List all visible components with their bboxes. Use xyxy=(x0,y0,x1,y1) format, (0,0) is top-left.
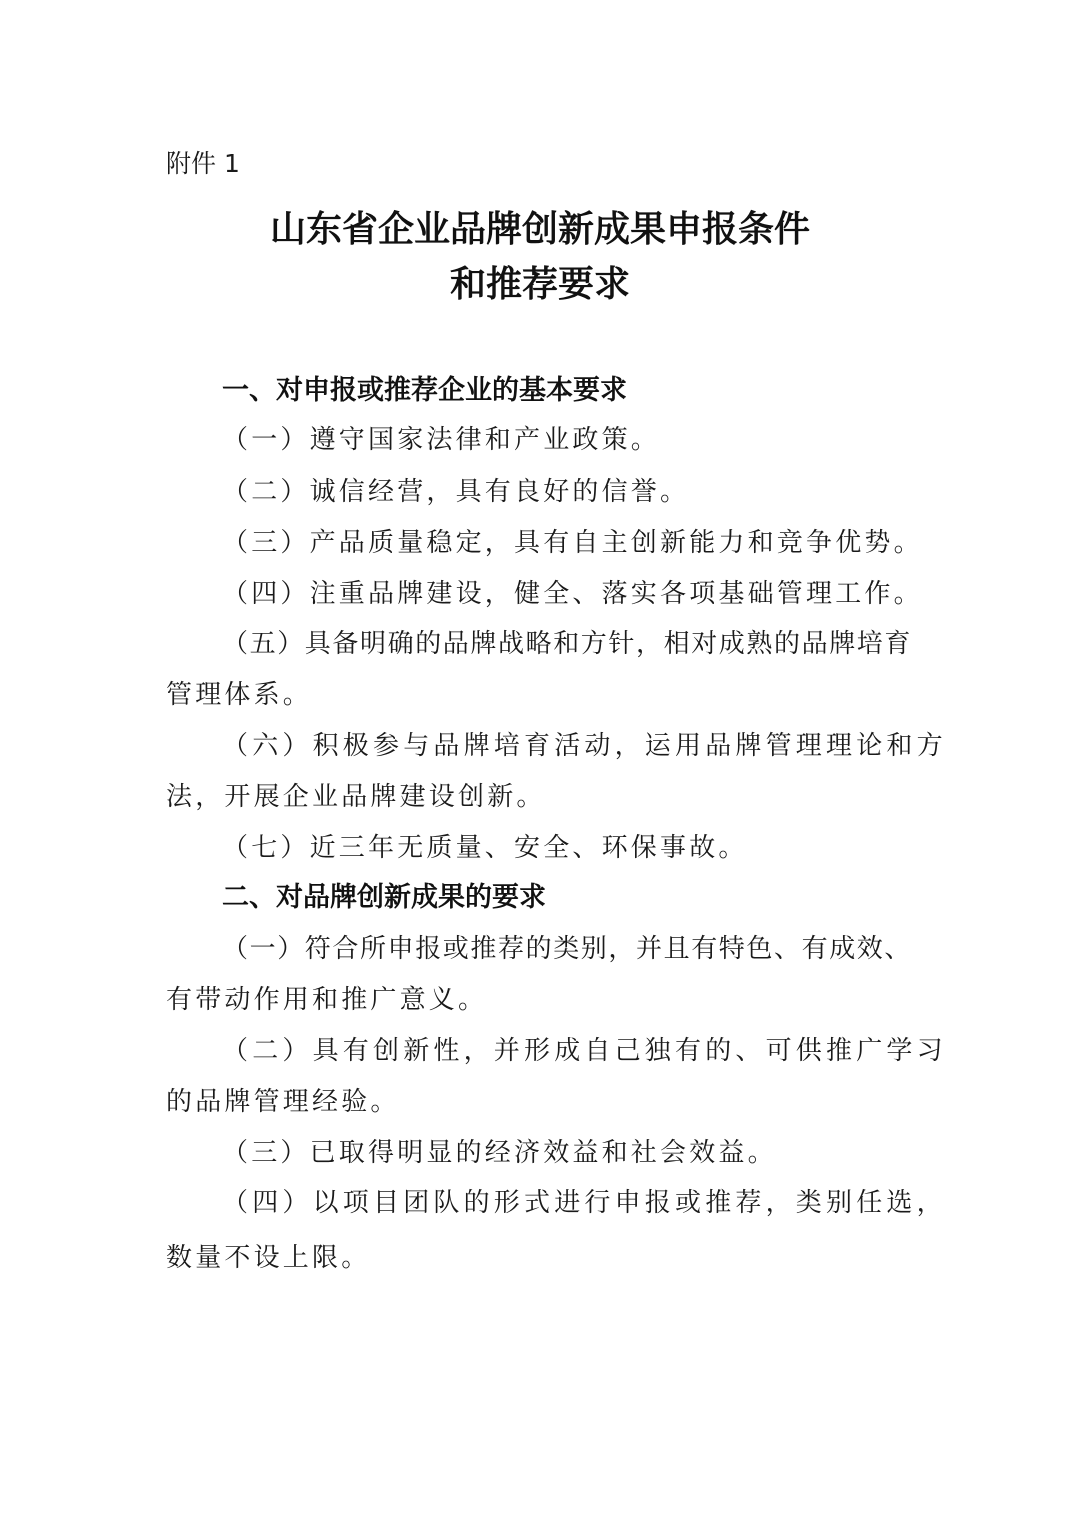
section-2-item-1-line-2: 有带动作用和推广意义。 xyxy=(166,985,488,1015)
section-1-heading: 一、对申报或推荐企业的基本要求 xyxy=(222,375,627,406)
section-2-item-1-line-1: （一）符合所申报或推荐的类别，并且有特色、有成效、 xyxy=(222,934,913,964)
section-1-item-6-line-1: （六）积极参与品牌培育活动，运用品牌管理理论和方 xyxy=(222,731,947,761)
section-2-item-2-line-2: 的品牌管理经验。 xyxy=(166,1087,400,1117)
section-1-item-3: （三）产品质量稳定，具有自主创新能力和竞争优势。 xyxy=(222,528,923,558)
section-1-item-6-line-2: 法，开展企业品牌建设创新。 xyxy=(166,782,546,812)
document-title-line-1: 山东省企业品牌创新成果申报条件 xyxy=(269,209,810,250)
section-2-item-4-line-2: 数量不设上限。 xyxy=(166,1243,371,1273)
section-1-item-4: （四）注重品牌建设，健全、落实各项基础管理工作。 xyxy=(222,579,923,609)
section-1-item-1: （一）遵守国家法律和产业政策。 xyxy=(222,425,661,455)
section-2-item-3: （三）已取得明显的经济效益和社会效益。 xyxy=(222,1138,777,1168)
section-1-item-5-line-1: （五）具备明确的品牌战略和方针，相对成熟的品牌培育 xyxy=(222,629,913,659)
section-1-item-2: （二）诚信经营，具有良好的信誉。 xyxy=(222,477,690,507)
document-title-line-2: 和推荐要求 xyxy=(449,264,630,305)
attachment-label: 附件 1 xyxy=(166,149,240,178)
section-1-item-5-line-2: 管理体系。 xyxy=(166,680,313,710)
section-2-item-2-line-1: （二）具有创新性，并形成自己独有的、可供推广学习 xyxy=(222,1036,947,1066)
section-2-item-4-line-1: （四）以项目团队的形式进行申报或推荐，类别任选， xyxy=(222,1188,947,1218)
section-1-item-7: （七）近三年无质量、安全、环保事故。 xyxy=(222,833,748,863)
section-2-heading: 二、对品牌创新成果的要求 xyxy=(222,882,546,913)
